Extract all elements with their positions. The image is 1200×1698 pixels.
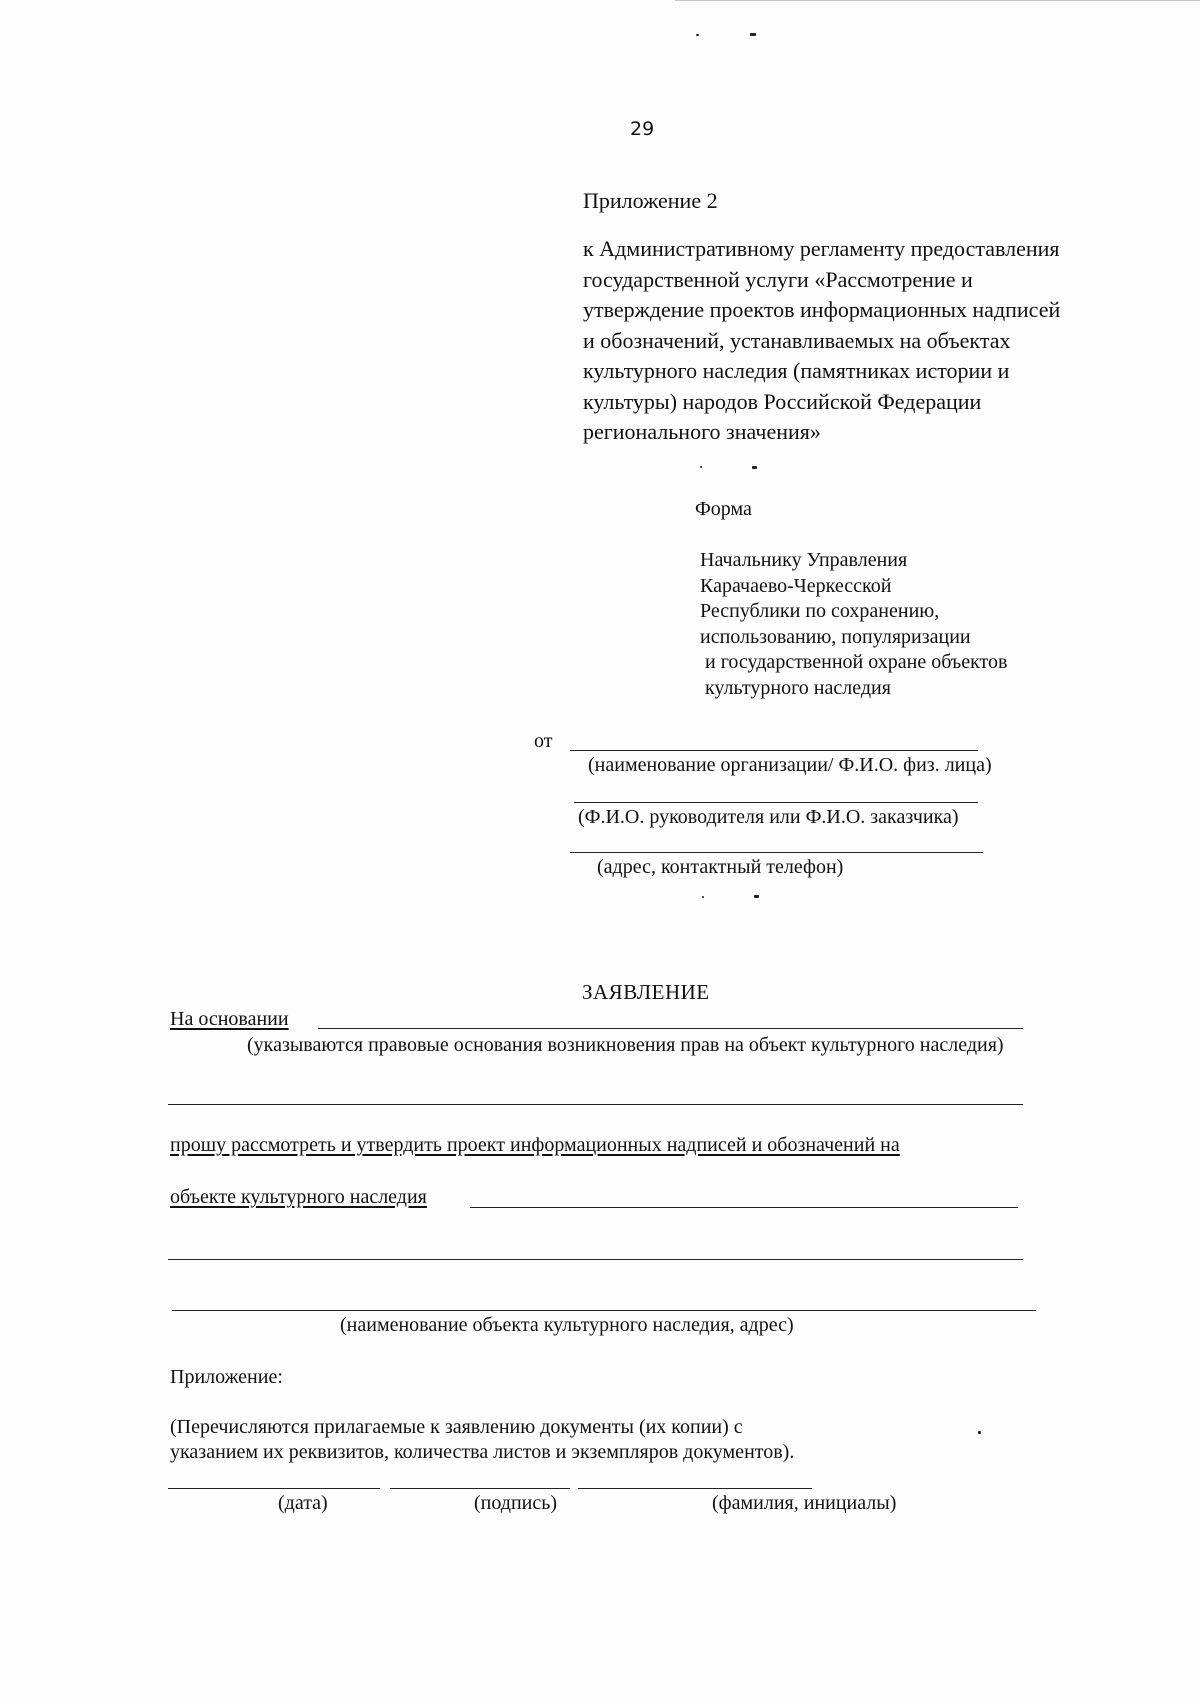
- appendix-description-line: регионального значения»: [583, 419, 821, 444]
- from-head-field-line[interactable]: [574, 802, 978, 803]
- object-field-line[interactable]: [470, 1207, 1018, 1208]
- object-field-line-3[interactable]: [172, 1310, 1036, 1311]
- basis-field-line[interactable]: [318, 1028, 1023, 1029]
- from-address-field-line[interactable]: [570, 852, 983, 853]
- page-number: 29: [630, 118, 655, 140]
- object-caption: (наименование объекта культурного наследия, адрес): [340, 1314, 794, 1336]
- name-field-line[interactable]: [578, 1488, 812, 1489]
- from-org-field-line[interactable]: [570, 750, 978, 751]
- attachment-note-line: указанием их реквизитов, количества листов и экземпляров документов).: [170, 1441, 795, 1463]
- scan-edge-line: [675, 0, 1200, 1]
- from-label: от: [534, 730, 553, 752]
- scan-speck: [752, 466, 757, 469]
- from-head-caption: (Ф.И.О. руководителя или Ф.И.О. заказчика): [578, 806, 959, 828]
- attachment-label: Приложение:: [170, 1366, 283, 1388]
- request-text: прошу рассмотреть и утвердить проект информационных надписей и обозначений на: [170, 1134, 900, 1156]
- addressee-line: Республики по сохранению,: [700, 600, 940, 622]
- date-caption: (дата): [278, 1492, 328, 1514]
- appendix-title: Приложение 2: [583, 188, 718, 213]
- name-caption: (фамилия, инициалы): [712, 1492, 897, 1514]
- basis-field-line-2[interactable]: [168, 1104, 1023, 1105]
- signature-caption: (подпись): [474, 1492, 558, 1514]
- date-field-line[interactable]: [168, 1488, 380, 1489]
- from-address-caption: (адрес, контактный телефон): [597, 856, 844, 878]
- form-label: Форма: [695, 498, 752, 520]
- addressee-block: [700, 548, 1007, 701]
- basis-caption: (указываются правовые основания возникновения прав на объект культурного наследия): [247, 1034, 1004, 1056]
- scan-speck: [750, 33, 756, 36]
- addressee-line: культурного наследия: [700, 676, 891, 699]
- addressee-line: и государственной охране объектов: [700, 651, 1008, 673]
- statement-title: ЗАЯВЛЕНИЕ: [582, 980, 710, 1004]
- appendix-description-line: государственной услуги «Рассмотрение и: [583, 266, 973, 292]
- object-field-line-2[interactable]: [168, 1259, 1023, 1260]
- scan-speck: [702, 896, 704, 898]
- addressee-line: Карачаево-Черкесской: [700, 574, 892, 597]
- basis-label: На основании: [170, 1008, 289, 1030]
- signature-field-line[interactable]: [390, 1488, 570, 1489]
- appendix-description: [583, 234, 1123, 448]
- attachment-note-line: (Перечисляются прилагаемые к заявлению документы (их копии) с: [170, 1416, 743, 1438]
- scan-speck: [754, 895, 759, 898]
- object-label: объекте культурного наследия: [170, 1186, 427, 1208]
- appendix-description-line: к Административному регламенту предоставления: [583, 236, 1060, 261]
- scan-speck: [696, 34, 699, 36]
- appendix-description-line: культурного наследия (памятниках истории и: [583, 358, 1010, 383]
- appendix-description-line: и обозначений, устанавливаемых на объектах: [583, 327, 1011, 353]
- addressee-line: использованию, популяризации: [700, 625, 971, 648]
- appendix-description-line: утверждение проектов информационных надписей: [583, 297, 1061, 322]
- from-org-caption: (наименование организации/ Ф.И.О. физ. лица): [588, 754, 992, 776]
- addressee-line: Начальнику Управления: [700, 549, 908, 571]
- appendix-description-line: культуры) народов Российской Федерации: [583, 388, 982, 414]
- scan-speck: [700, 466, 702, 468]
- scan-speck: [978, 1431, 981, 1434]
